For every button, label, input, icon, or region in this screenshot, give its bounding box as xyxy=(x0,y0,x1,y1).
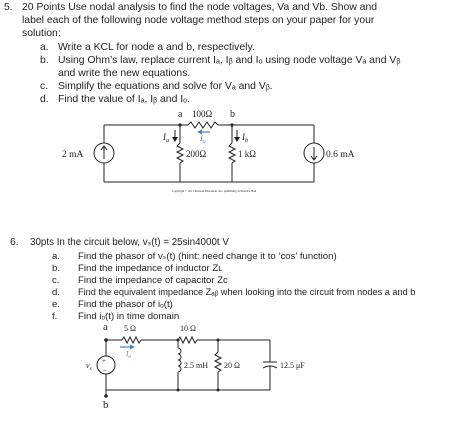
q5-item-a: Write a KCL for node a and b, respectively. xyxy=(58,42,255,53)
q5-item-c-letter: c. xyxy=(40,81,49,92)
q6-item-b-letter: b. xyxy=(52,263,61,274)
q6-item-e-letter: e. xyxy=(52,299,61,310)
q5-copyright: Copyright © 2011 Pearson Education, Inc. publishing as Prentice Hall xyxy=(172,189,257,193)
q5-node-b: b xyxy=(230,109,235,120)
q6-item-a: Find the phasor of vₛ(t) (hint: need change it to ‘cos’ function) xyxy=(78,251,337,262)
q6-source-plus: + xyxy=(102,357,106,365)
q5-item-a-letter: a. xyxy=(40,42,49,53)
q6-source-label: $v_s$ xyxy=(86,361,92,372)
q6-io-label: $I_o$ xyxy=(126,350,131,360)
q6-node-a: a xyxy=(103,321,108,333)
q5-item-b-cont: and write the new equations. xyxy=(58,68,191,79)
q6-item-f-letter: f. xyxy=(52,311,58,322)
q5-r-top: 100Ω xyxy=(192,109,213,119)
q6-circuit-diagram xyxy=(0,310,474,426)
q6-source-minus: – xyxy=(103,366,107,374)
q6-capacitor-label: 12.5 μF xyxy=(280,361,305,370)
q6-item-c: Find the impedance of capacitor Zᴄ xyxy=(78,275,228,286)
q5-item-d: Find the value of Iₐ, Iᵦ and Iₒ. xyxy=(58,94,190,105)
q5-ib-label: $I_b$ xyxy=(242,132,248,144)
q5-item-c: Simplify the equations and solve for Vₐ and Vᵦ. xyxy=(58,81,273,92)
q5-item-b: Using Ohm’s law, replace current Iₐ, Iᵦ and Iₒ using node voltage Vₐ and Vᵦ xyxy=(58,55,401,66)
q6-number: 6. xyxy=(10,237,19,248)
q6-item-b: Find the impedance of inductor Zʟ xyxy=(78,263,223,274)
q5-circuit-diagram xyxy=(0,0,474,200)
q5-item-b-letter: b. xyxy=(40,55,49,66)
q6-item-d: Find the equivalent impedance Zₐᵦ when looking into the circuit from nodes a and b xyxy=(78,287,416,297)
q5-line3: solution: xyxy=(22,28,61,39)
q5-line2: label each of the following node voltage method steps on your paper for your xyxy=(22,15,375,26)
q5-r-mid: 200Ω xyxy=(186,149,207,159)
q5-r-right: 1 kΩ xyxy=(238,149,256,159)
q6-item-c-letter: c. xyxy=(52,275,60,286)
q6-item-d-letter: d. xyxy=(52,287,61,298)
q6-head: 30pts In the circuit below, vₛ(t) = 25sin4000t V xyxy=(30,237,229,248)
q6-item-e: Find the phasor of iₒ(t) xyxy=(78,299,173,310)
q5-source-right: 0.6 mA xyxy=(326,150,355,160)
q5-ia-label: $I_a$ xyxy=(163,132,169,144)
q6-r3: 20 Ω xyxy=(224,361,240,370)
q6-r2: 10 Ω xyxy=(180,324,196,333)
q6-node-b: b xyxy=(103,399,109,411)
q5-io-label: $I_o$ xyxy=(200,134,206,145)
q6-inductor-label: 2.5 mH xyxy=(184,361,208,370)
q5-node-a: a xyxy=(178,109,183,120)
q6-item-f: Find iₒ(t) in time domain xyxy=(78,311,180,322)
q6-item-a-letter: a. xyxy=(52,251,61,262)
q5-item-d-letter: d. xyxy=(40,94,49,105)
q5-source-left: 2 mA xyxy=(62,150,84,160)
q5-line1: 20 Points Use nodal analysis to find the node voltages, Va and Vb. Show and xyxy=(22,2,378,13)
q5-number: 5. xyxy=(4,2,13,13)
q6-r1: 5 Ω xyxy=(124,324,136,333)
